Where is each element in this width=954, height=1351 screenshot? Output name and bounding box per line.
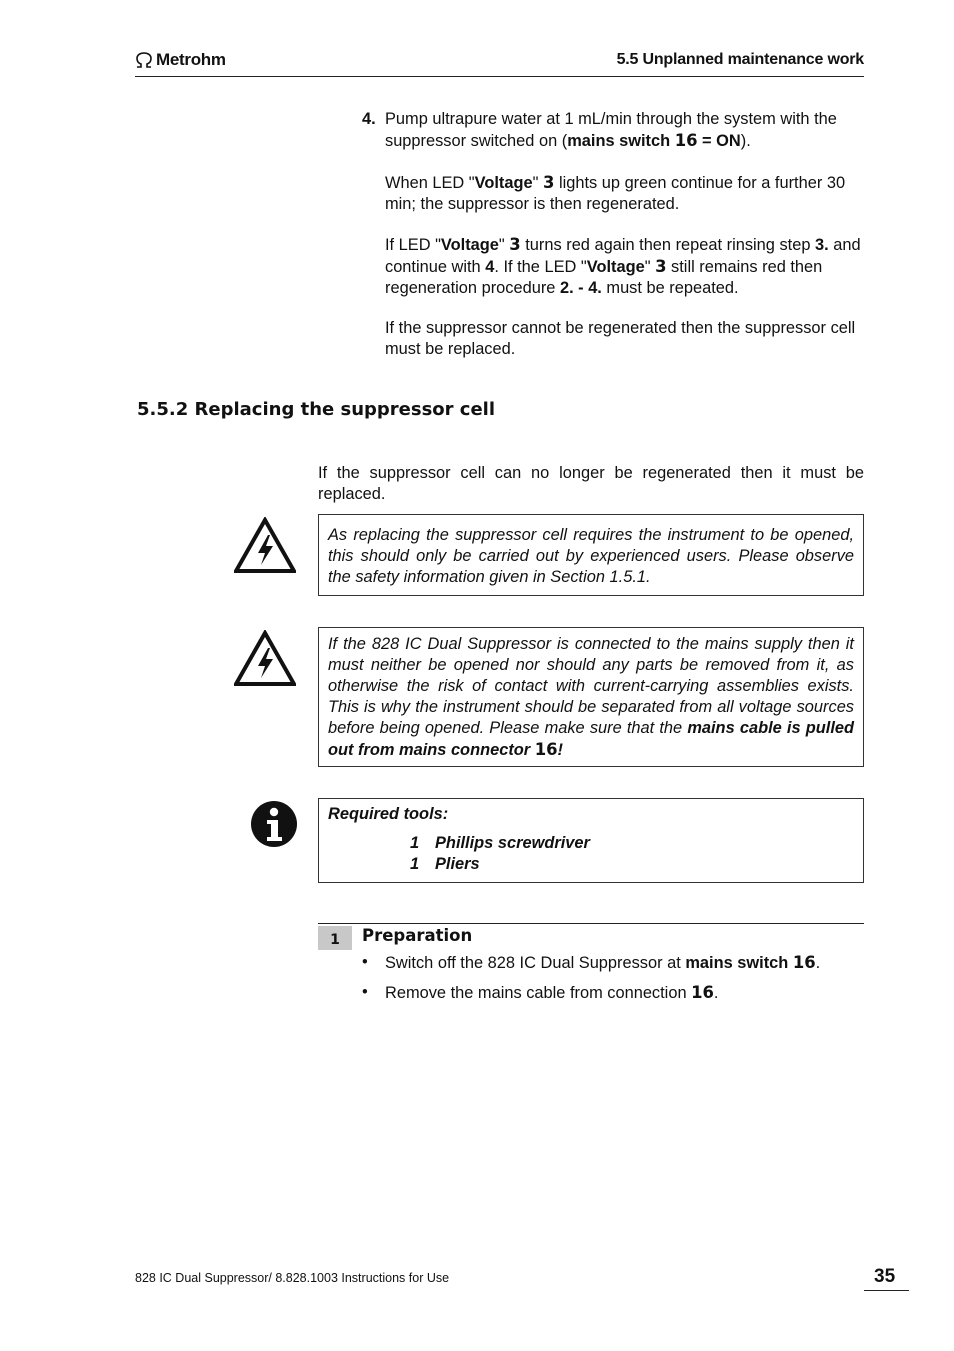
bullet-item: Remove the mains cable from connection 16. xyxy=(385,983,719,1002)
bullet-icon: • xyxy=(362,953,368,971)
warning-text-1: As replacing the suppressor cell requires the instrument to be opened, this should only be carried out by experienced users. Please observe the safety information given in Section 1.5.1. xyxy=(328,526,854,586)
step-rule xyxy=(318,923,864,924)
header-rule xyxy=(135,76,864,77)
page-number-rule xyxy=(864,1290,909,1291)
info-box xyxy=(318,798,864,883)
tool-name: Phillips screwdriver xyxy=(435,834,590,852)
warning-box-2 xyxy=(318,627,864,767)
step4-paragraph-1: Pump ultrapure water at 1 mL/min through the system with the suppressor switched on (mains switch 16 = ON). xyxy=(385,110,837,150)
high-voltage-warning-icon xyxy=(234,517,296,573)
step-number: 4. xyxy=(362,110,376,128)
page-number: 35 xyxy=(874,1266,896,1287)
info-icon xyxy=(250,800,298,848)
brand-name: Metrohm xyxy=(156,50,226,69)
step-title: Preparation xyxy=(362,926,473,945)
step4-paragraph-3: If LED "Voltage" 3 turns red again then repeat rinsing step 3. and continue with 4. If the LED "Voltage" 3 still remains red then regeneration procedure 2. - 4. must be repeated. xyxy=(385,235,861,297)
step4-paragraph-2: When LED "Voltage" 3 lights up green continue for a further 30 min; the suppressor is then regenerated. xyxy=(385,173,846,213)
warning-box-1 xyxy=(318,514,864,596)
footer-doc-title: 828 IC Dual Suppressor/ 8.828.1003 Instructions for Use xyxy=(135,1271,450,1285)
info-title: Required tools: xyxy=(328,805,449,823)
tool-name: Pliers xyxy=(435,855,480,873)
step4-paragraph-4: If the suppressor cannot be regenerated then the suppressor cell must be replaced. xyxy=(385,319,856,358)
tool-qty: 1 xyxy=(410,855,420,873)
section-heading: 5.5.2 Replacing the suppressor cell xyxy=(137,399,496,420)
running-header-section: 5.5 Unplanned maintenance work xyxy=(616,51,864,68)
tool-qty: 1 xyxy=(410,834,420,852)
warning-text-2: If the 828 IC Dual Suppressor is connected to the mains supply then it must neither be opened nor should any parts be removed from it, as otherwise the risk of contact with current-carrying assemblies exists. This is why the instrument should be separated from all voltage sources before being opened. Please make sure that the mains cable is pulled out from mains connector 16! xyxy=(328,635,855,759)
omega-logo-icon xyxy=(135,52,153,68)
high-voltage-warning-icon xyxy=(234,630,296,686)
step-badge: 1 xyxy=(318,926,352,950)
section-intro: If the suppressor cell can no longer be regenerated then it must be replaced. xyxy=(318,464,864,503)
bullet-item: Switch off the 828 IC Dual Suppressor at mains switch 16. xyxy=(385,953,821,972)
brand-logo xyxy=(135,50,226,70)
bullet-icon: • xyxy=(362,983,368,1001)
